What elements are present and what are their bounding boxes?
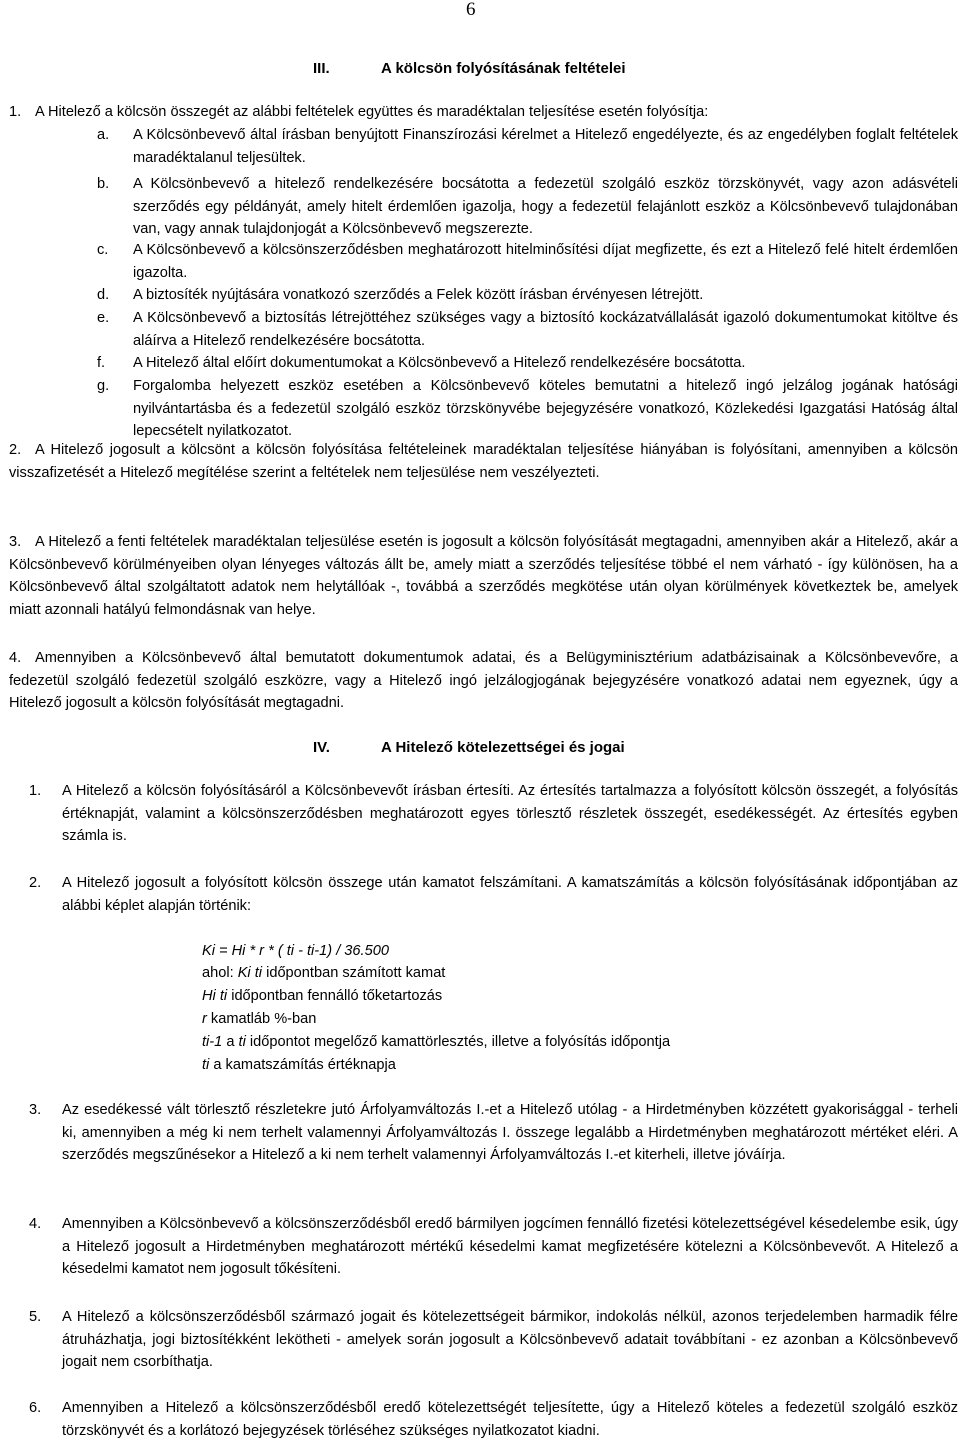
formula-line: Hi ti időpontban fennálló tőketartozás bbox=[202, 988, 443, 1004]
item-number: 6. bbox=[29, 1400, 42, 1416]
item-text: Amennyiben a Kölcsönbevevő által bemutatott dokumentumok adatai, és a Belügyminisztérium adatbázisainak a Kölcsönbevevőre, a fedezetül szolgáló fedezetül szolgáló eszközre, vagy a Hitelező ingó jelzálogjogának bejegyzésére vonatkozó adatai nem egyeznek, úgy a Hitelező jogosult a kölcsön folyósítását megtagadni. bbox=[9, 650, 958, 711]
formula-line: ahol: Ki ti időpontban számított kamat bbox=[202, 965, 446, 981]
section-heading-iii bbox=[313, 58, 713, 82]
formula-line: ti-1 a ti időpontot megelőző kamattörlesztés, illetve a folyósítás időpontja bbox=[202, 1034, 671, 1050]
section-title: A Hitelező kötelezettségei és jogai bbox=[381, 739, 625, 756]
item-text: A Hitelező a fenti feltételek maradéktalan teljesülése esetén is jogosult a kölcsön folyósítását megtagadni, amennyiben akár a Hitelező, akár a Kölcsönbevevő körülményeiben olyan lényeges változás állt be, amely miatt a szerződés teljesítése többé el nem várható - így különösen, ha a Kölcsönbevevő által szolgáltatott adatok nem helytállóak -, továbbá a szerződés megkötése után olyan körülmények következtek be, amelyek miatt azonnali hatályú felmondásnak van helye. bbox=[9, 534, 958, 618]
section-roman-numeral: III. bbox=[313, 60, 330, 77]
page-number: 6 bbox=[466, 0, 476, 20]
section-heading-iv bbox=[313, 737, 713, 761]
item-text: A Hitelező jogosult a folyósított kölcsön összege után kamatot felszámítani. A kamatszámítás a kölcsön folyósításának időpontjában az alábbi képlet alapján történik: bbox=[62, 875, 958, 914]
item-text: Az esedékessé vált törlesztő részletekre jutó Árfolyamváltozás I.-et a Hitelező utólag - a Hirdetményben közzétett gyakorisággal - terheli ki, amennyiben a még ki nem terhelt valamennyi Árfolyamváltozás I. összege legalább a Hirdetményben meghatározott mértéket eléri. A szerződés megszűnésekor a Hitelező a ki nem terhelt valamennyi Árfolyamváltozás I.-et kiterheli, illetve jóváírja. bbox=[62, 1102, 958, 1163]
sub-item-text: Forgalomba helyezett eszköz esetében a Kölcsönbevevő köteles bemutatni a hitelező ingó jelzálog jogának hatósági nyilvántartásba és a fedezetül szolgáló eszköz törzskönyvébe bejegyzésére vonatkozó, Közlekedési Igazgatási Hatóság által lepecsételt nyilatkozatot. bbox=[133, 378, 958, 439]
item-number: 3. bbox=[9, 534, 22, 550]
item-text: A Hitelező a kölcsön folyósításáról a Kölcsönbevevőt írásban értesíti. Az értesítés tartalmazza a folyósított kölcsön összegét, a folyósítás értéknapját, valamint a kölcsönszerződésben meghatározott egyes törlesztő részletek összegét, esedékességét. Az értesítés egyben számla is. bbox=[62, 783, 958, 844]
item-text: A Hitelező a kölcsönszerződésből származó jogait és kötelezettségeit bármikor, indokolás nélkül, azonos terjedelemben harmadik félre átruházhatja, jogi biztosítékként lekötheti - amelyek során jogosult a Kölcsönbevevő adatait továbbítani - ez azonban a Kölcsönbevevő jogait nem csorbíthatja. bbox=[62, 1309, 958, 1370]
item-number: 2. bbox=[29, 875, 42, 891]
sub-item-text: A Kölcsönbevevő a kölcsönszerződésben meghatározott hitelminősítési díjat megfizette, és ezt a Hitelező felé hitelt érdemlően igazolta. bbox=[133, 242, 958, 281]
sub-item-label: g. bbox=[97, 378, 110, 394]
sub-item-text: A Hitelező által előírt dokumentumokat a Kölcsönbevevő a Hitelező rendelkezésére bocsátotta. bbox=[133, 355, 746, 371]
sub-item-text: A Kölcsönbevevő által írásban benyújtott Finanszírozási kérelmet a Hitelező engedélyezte, és az engedélyben foglalt feltételek maradéktalanul teljesültek. bbox=[133, 127, 958, 166]
formula-line: ti a kamatszámítás értéknapja bbox=[202, 1057, 396, 1073]
sub-item-text: A biztosíték nyújtására vonatkozó szerződés a Felek között írásban érvényesen létrejött. bbox=[133, 287, 704, 303]
item-text: Amennyiben a Hitelező a kölcsönszerződésből eredő kötelezettségét teljesítette, úgy a Hitelező köteles a fedezetül szolgáló eszköz törzskönyvét és a korlátozó bejegyzések törléséhez szükséges nyilatkozatot kiadni. bbox=[62, 1400, 958, 1439]
item-text: Amennyiben a Kölcsönbevevő a kölcsönszerződésből eredő bármilyen jogcímen fennálló fizetési kötelezettségével késedelembe esik, úgy a Hitelező jogosult a Hirdetményben meghatározott mértékű késedelmi kamat megfizetésére kötelezni a Kölcsönbevevőt. A Hitelező a késedelmi kamatot nem jogosult tőkésíteni. bbox=[62, 1216, 958, 1277]
sub-item-label: c. bbox=[97, 242, 109, 258]
sub-item-label: d. bbox=[97, 287, 110, 303]
sub-item-label: e. bbox=[97, 310, 110, 326]
section-roman-numeral: IV. bbox=[313, 739, 330, 756]
item-text: A Hitelező a kölcsön összegét az alábbi feltételek együttes és maradéktalan teljesítése esetén folyósítja: bbox=[35, 104, 709, 120]
sub-item-label: a. bbox=[97, 127, 110, 143]
item-text: A Hitelező jogosult a kölcsönt a kölcsön folyósítása feltételeinek maradéktalan teljesítése hiányában is folyósítani, amennyiben a kölcsön visszafizetését a Hitelező megítélése szerint a feltételek nem teljesülése nem veszélyezteti. bbox=[9, 442, 958, 481]
section-title: A kölcsön folyósításának feltételei bbox=[381, 60, 626, 77]
item-number: 5. bbox=[29, 1309, 42, 1325]
item-number: 4. bbox=[29, 1216, 42, 1232]
formula-line: r kamatláb %-ban bbox=[202, 1011, 317, 1027]
sub-item-text: A Kölcsönbevevő a biztosítás létrejöttéhez szükséges vagy a biztosító kockázatvállalását igazoló dokumentumokat kitöltve és aláírva a Hitelező rendelkezésére bocsátotta. bbox=[133, 310, 958, 349]
sub-item-label: b. bbox=[97, 176, 110, 192]
item-number: 2. bbox=[9, 442, 22, 458]
formula-main: Ki = Hi * r * ( ti - ti-1) / 36.500 bbox=[202, 943, 389, 959]
item-number: 3. bbox=[29, 1102, 42, 1118]
sub-item-text: A Kölcsönbevevő a hitelező rendelkezésére bocsátotta a fedezetül szolgáló eszköz törzskönyvét, vagy azon adásvételi szerződés egy példányát, amely hitelt érdemlően igazolja, hogy a fedezetül felajánlott eszköz a Kölcsönbevevő tulajdonában van, vagy annak tulajdonjogát a Kölcsönbevevő megszerezte. bbox=[133, 176, 958, 237]
item-number: 1. bbox=[9, 104, 22, 120]
item-number: 1. bbox=[29, 783, 42, 799]
item-number: 4. bbox=[9, 650, 22, 666]
sub-item-label: f. bbox=[97, 355, 106, 371]
